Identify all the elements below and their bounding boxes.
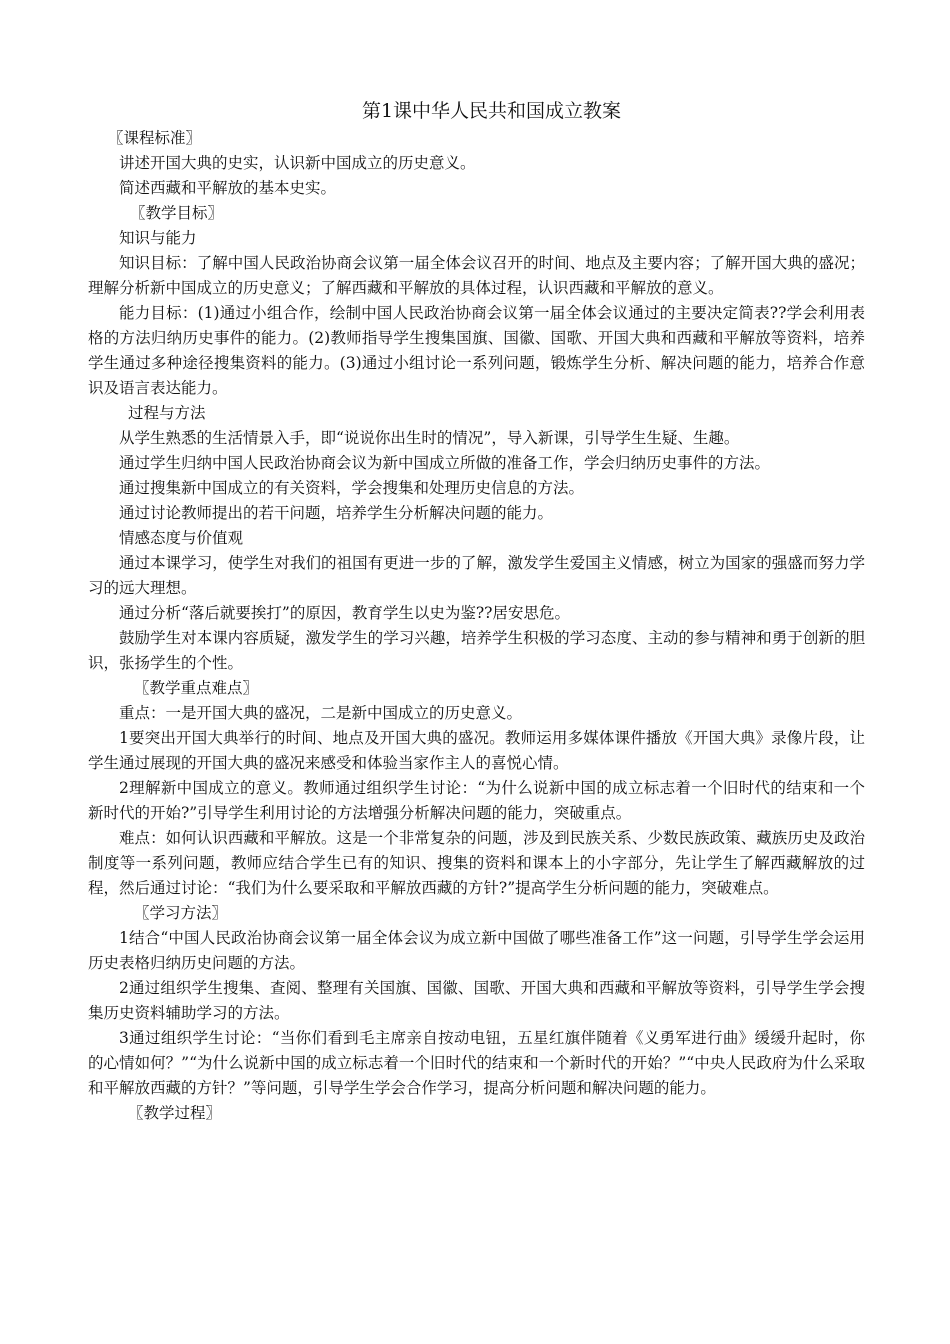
paragraph: 1结合“中国人民政治协商会议第一届全体会议为成立新中国做了哪些准备工作”这一问题，引导学生学会运用历史表格归纳历史问题的方法。 bbox=[88, 929, 865, 972]
paragraph: 简述西藏和平解放的基本史实。 bbox=[119, 179, 337, 197]
paragraph: 1要突出开国大典举行的时间、地点及开国大典的盛况。教师运用多媒体课件播放《开国大典》录像片段，让学生通过展现的开国大典的盛况来感受和体验当家作主人的喜悦心情。 bbox=[88, 729, 865, 772]
document-page bbox=[88, 96, 865, 1126]
subheading-emotion-values: 情感态度与价值观 bbox=[119, 529, 244, 547]
document-title: 第1课中华人民共和国成立教案 bbox=[361, 100, 622, 122]
paragraph: 鼓励学生对本课内容质疑，激发学生的学习兴趣，培养学生积极的学习态度、主动的参与精神和勇于创新的胆识，张扬学生的个性。 bbox=[88, 629, 865, 672]
subheading-knowledge-ability: 知识与能力 bbox=[119, 229, 197, 247]
paragraph: 知识目标：了解中国人民政治协商会议第一届全体会议召开的时间、地点及主要内容；了解开国大典的盛况；理解分析新中国成立的历史意义；了解西藏和平解放的具体过程，认识西藏和平解放的意义。 bbox=[88, 254, 865, 297]
paragraph: 能力目标：(1)通过小组合作，绘制中国人民政治协商会议第一届全体会议通过的主要决定简表??学会利用表格的方法归纳历史事件的能力。(2)教师指导学生搜集国旗、国徽、国歌、开国大典和西藏和平解放等资料，培养学生通过多种途径搜集资料的能力。(3)通过小组讨论一系列问题，锻炼学生分析、解决问题的能力，培养合作意识及语言表达能力。 bbox=[88, 304, 865, 397]
paragraph: 通过本课学习，使学生对我们的祖国有更进一步的了解，激发学生爱国主义情感，树立为国家的强盛而努力学习的远大理想。 bbox=[88, 554, 865, 597]
paragraph: 2通过组织学生搜集、查阅、整理有关国旗、国徽、国歌、开国大典和西藏和平解放等资料，引导学生学会搜集历史资料辅助学习的方法。 bbox=[88, 979, 865, 1022]
paragraph: 讲述开国大典的史实，认识新中国成立的历史意义。 bbox=[119, 154, 476, 172]
section-heading-learning-methods: 〖学习方法〗 bbox=[134, 904, 228, 922]
paragraph: 通过搜集新中国成立的有关资料，学会搜集和处理历史信息的方法。 bbox=[119, 479, 585, 497]
section-heading-teaching-goals: 〖教学目标〗 bbox=[130, 204, 224, 222]
paragraph: 从学生熟悉的生活情景入手，即“说说你出生时的情况”，导入新课，引导学生生疑、生趣。 bbox=[119, 429, 740, 447]
paragraph: 通过分析“落后就要挨打”的原因，教育学生以史为鉴??居安思危。 bbox=[119, 604, 570, 622]
section-heading-curriculum-standard: 〖课程标准〗 bbox=[108, 129, 202, 147]
paragraph: 重点：一是开国大典的盛况，二是新中国成立的历史意义。 bbox=[119, 704, 523, 722]
paragraph: 3通过组织学生讨论：“当你们看到毛主席亲自按动电钮，五星红旗伴随着《义勇军进行曲》缓缓升起时，你的心情如何？”“为什么说新中国的成立标志着一个旧时代的结束和一个新时代的开始？”“中央人民政府为什么采取和平解放西藏的方针？”等问题，引导学生学会合作学习，提高分析问题和解决问题的能力。 bbox=[88, 1029, 865, 1097]
paragraph: 2理解新中国成立的意义。教师通过组织学生讨论：“为什么说新中国的成立标志着一个旧时代的结束和一个新时代的开始?”引导学生利用讨论的方法增强分析解决问题的能力，突破重点。 bbox=[88, 779, 865, 822]
section-heading-key-difficult-points: 〖教学重点难点〗 bbox=[134, 679, 259, 697]
section-heading-teaching-process: 〖教学过程〗 bbox=[128, 1104, 222, 1122]
subheading-process-method: 过程与方法 bbox=[128, 404, 206, 422]
paragraph: 通过讨论教师提出的若干问题，培养学生分析解决问题的能力。 bbox=[119, 504, 554, 522]
paragraph: 难点：如何认识西藏和平解放。这是一个非常复杂的问题，涉及到民族关系、少数民族政策、藏族历史及政治制度等一系列问题，教师应结合学生已有的知识、搜集的资料和课本上的小字部分，先让学生了解西藏解放的过程，然后通过讨论：“我们为什么要采取和平解放西藏的方针?”提高学生分析问题的能力，突破难点。 bbox=[88, 829, 865, 897]
paragraph: 通过学生归纳中国人民政治协商会议为新中国成立所做的准备工作，学会归纳历史事件的方法。 bbox=[119, 454, 771, 472]
